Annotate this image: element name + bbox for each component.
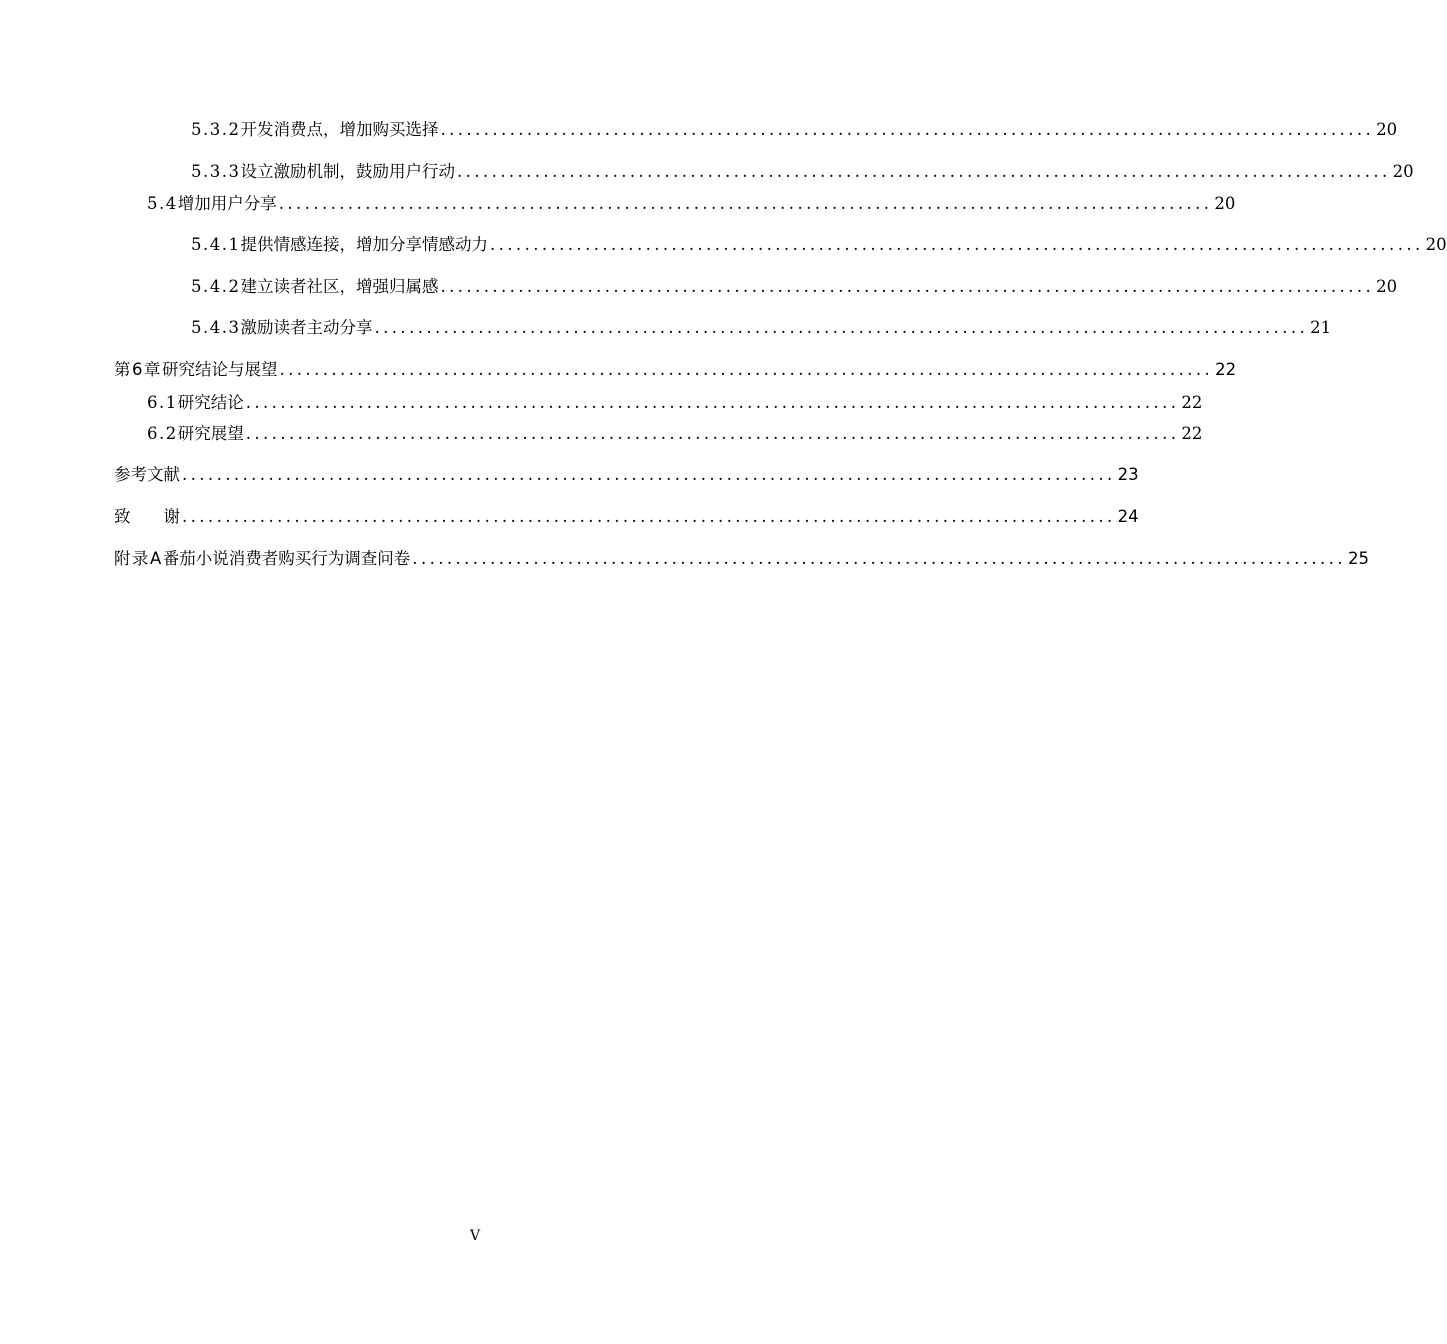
toc-entry-page: 20 bbox=[1392, 162, 1414, 181]
toc-entry-page: 22 bbox=[1181, 424, 1203, 443]
toc-entry-title: 增加用户分享 bbox=[177, 194, 277, 213]
toc-entry-appendix-a[interactable] bbox=[114, 548, 1369, 570]
toc-entry-6-2[interactable] bbox=[147, 423, 1203, 445]
toc-entry-page: 20 bbox=[1425, 235, 1447, 254]
toc-entry-chapter-6[interactable] bbox=[114, 359, 1237, 381]
dot-leader: ............................................................................................................ bbox=[374, 318, 1309, 337]
toc-entry-title: 番茄小说消费者购买行为调查问卷 bbox=[162, 549, 411, 568]
toc-entry-page: 23 bbox=[1117, 465, 1139, 484]
toc-entry-title: 提供情感连接，增加分享情感动力 bbox=[240, 235, 488, 254]
page-number: V bbox=[469, 1228, 481, 1244]
toc-entry-number: 5.4.3 bbox=[191, 318, 241, 337]
dot-leader: ............................................................................................................ bbox=[412, 549, 1346, 568]
dot-leader: ............................................................................................................ bbox=[278, 194, 1213, 213]
dot-leader: ............................................................................................................ bbox=[489, 235, 1424, 254]
toc-entry-page: 20 bbox=[1376, 277, 1398, 296]
dot-leader: ............................................................................................................ bbox=[245, 424, 1180, 443]
toc-entry-number: 6.2 bbox=[147, 424, 178, 443]
dot-leader: ............................................................................................................ bbox=[279, 360, 1214, 379]
toc-entry-5-4-3[interactable] bbox=[191, 317, 1332, 339]
dot-leader: ............................................................................................................ bbox=[182, 465, 1116, 484]
toc-entry-title: 参考文献 bbox=[114, 465, 180, 484]
toc-entry-page: 20 bbox=[1376, 120, 1398, 139]
toc-entry-title: 研究展望 bbox=[177, 424, 244, 443]
toc-entry-title: 研究结论与展望 bbox=[162, 360, 278, 379]
toc-entry-5-3-2[interactable] bbox=[191, 119, 1398, 141]
toc-entry-number: 5.3.2 bbox=[191, 120, 241, 139]
toc-entry-title: 建立读者社区，增强归属感 bbox=[240, 277, 439, 296]
toc-entry-page: 22 bbox=[1181, 393, 1203, 412]
toc-entry-title: 设立激励机制，鼓励用户行动 bbox=[240, 162, 455, 181]
toc-entry-number: 5.3.3 bbox=[191, 162, 241, 181]
toc-entry-number: 5.4.1 bbox=[191, 235, 241, 254]
toc-entry-page: 20 bbox=[1214, 194, 1236, 213]
toc-entry-title: 研究结论 bbox=[177, 393, 244, 412]
dot-leader: ............................................................................................................ bbox=[440, 277, 1375, 296]
dot-leader: ............................................................................................................ bbox=[440, 120, 1375, 139]
toc-entry-number: 附录A bbox=[114, 549, 163, 568]
toc-entry-5-4[interactable] bbox=[147, 193, 1236, 215]
toc-entry-number: 第6章 bbox=[114, 360, 162, 379]
dot-leader: ............................................................................................................ bbox=[456, 162, 1391, 181]
toc-entry-page: 22 bbox=[1215, 360, 1237, 379]
toc-entry-page: 24 bbox=[1117, 507, 1139, 526]
toc-entry-5-4-1[interactable] bbox=[191, 234, 1447, 256]
toc-entry-6-1[interactable] bbox=[147, 392, 1203, 414]
toc-entry-title: 致 谢 bbox=[114, 507, 180, 526]
toc-entry-number: 5.4 bbox=[147, 194, 178, 213]
toc-entry-5-4-2[interactable] bbox=[191, 276, 1398, 298]
toc-entry-title: 开发消费点，增加购买选择 bbox=[240, 120, 439, 139]
toc-entry-references[interactable] bbox=[114, 464, 1139, 486]
dot-leader: ............................................................................................................ bbox=[182, 507, 1116, 526]
toc-entry-page: 21 bbox=[1310, 318, 1332, 337]
toc-entry-acknowledgements[interactable] bbox=[114, 506, 1139, 528]
dot-leader: ............................................................................................................ bbox=[245, 393, 1180, 412]
toc-entry-5-3-3[interactable] bbox=[191, 161, 1414, 183]
toc-entry-page: 25 bbox=[1347, 549, 1369, 568]
toc-entry-number: 5.4.2 bbox=[191, 277, 241, 296]
toc-entry-title: 激励读者主动分享 bbox=[240, 318, 373, 337]
toc-entry-number: 6.1 bbox=[147, 393, 178, 412]
